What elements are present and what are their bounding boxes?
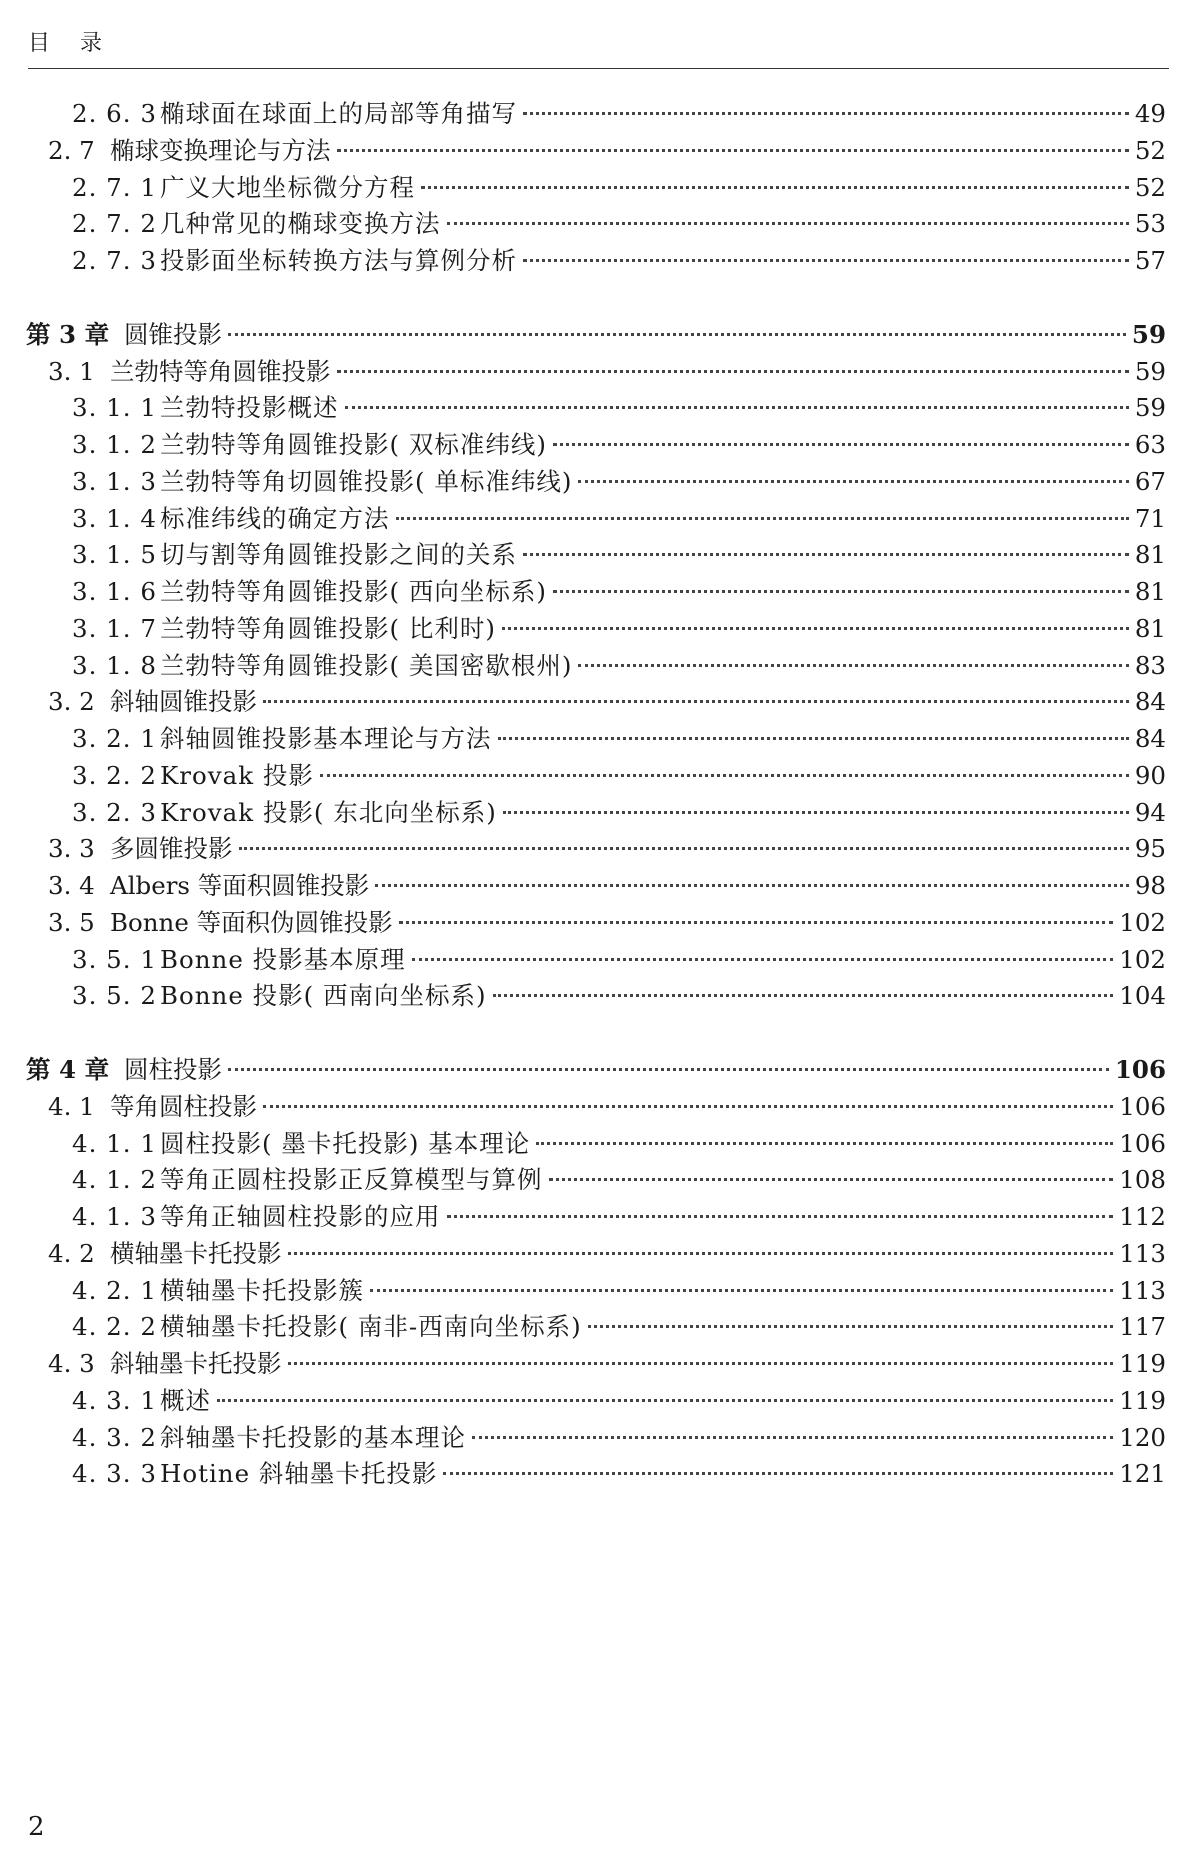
- toc-entry-title: Bonne 投影( 西南向坐标系): [160, 981, 487, 1011]
- toc-entry-number: 3. 4: [48, 871, 95, 900]
- running-header: 目录: [28, 31, 133, 56]
- toc-entry-number: 第 3 章: [26, 319, 110, 349]
- toc-entry-title: 标准纬线的确定方法: [160, 503, 390, 533]
- toc-entry-number: 4. 3. 2: [72, 1422, 157, 1452]
- toc-entry-page: 106: [1119, 1128, 1166, 1158]
- dot-leader: [263, 700, 1129, 703]
- toc-entry-title: 等角正圆柱投影正反算模型与算例: [160, 1165, 543, 1195]
- dot-leader: [288, 1362, 1114, 1365]
- toc-entry-title: 横轴墨卡托投影簇: [160, 1275, 364, 1305]
- toc-entry-page: 84: [1134, 687, 1166, 717]
- toc-entry-title: 椭球面在球面上的局部等角描写: [160, 99, 517, 128]
- toc-entry-number: 3. 1. 1: [72, 393, 157, 423]
- header-rule: [28, 68, 1169, 69]
- toc-entry-title: 兰勃特等角圆锥投影( 美国密歇根州): [160, 650, 573, 680]
- toc-entry-number: 3. 1: [48, 356, 95, 386]
- toc-entry-title: 圆柱投影: [124, 1055, 222, 1084]
- toc-entry-title: 斜轴圆锥投影: [110, 687, 257, 717]
- dot-leader: [228, 333, 1126, 336]
- dot-leader: [288, 1252, 1114, 1255]
- toc-entry-page: 67: [1134, 466, 1166, 496]
- toc-entry-title: 广义大地坐标微分方程: [160, 172, 415, 202]
- toc-entry-number: 第 4 章: [26, 1055, 110, 1084]
- dot-leader: [523, 259, 1129, 262]
- toc-entry-number: 2. 7. 3: [72, 246, 157, 275]
- toc-entry-page: 71: [1134, 503, 1166, 533]
- toc-entry-number: 2. 6. 3: [72, 99, 157, 128]
- toc-entry-page: 81: [1134, 540, 1166, 570]
- toc-entry-title: 兰勃特等角圆锥投影( 双标准纬线): [160, 430, 547, 459]
- toc-entry-title: 斜轴圆锥投影基本理论与方法: [160, 724, 492, 753]
- toc-entry-number: 3. 2. 2: [72, 760, 157, 790]
- toc-entry-page: 119: [1119, 1385, 1166, 1415]
- toc-subsection-entry[interactable]: [72, 1452, 1166, 1496]
- toc-entry-page: 120: [1119, 1422, 1166, 1452]
- toc-entry-number: 4. 3. 1: [72, 1385, 157, 1415]
- toc-entry-number: 3. 1. 8: [72, 650, 157, 680]
- toc-entry-title: 斜轴墨卡托投影: [110, 1349, 282, 1378]
- toc-entry-title: 兰勃特等角圆锥投影: [110, 356, 331, 386]
- toc-entry-number: 4. 1. 3: [72, 1202, 157, 1231]
- toc-entry-number: 2. 7: [48, 135, 95, 165]
- toc-entry-number: 4. 2. 1: [72, 1275, 157, 1305]
- toc-entry-page: 52: [1134, 172, 1166, 202]
- toc-entry-page: 81: [1134, 577, 1166, 606]
- toc-entry-number: 2. 7. 1: [72, 172, 157, 202]
- toc-entry-title: Albers 等面积圆锥投影: [110, 871, 370, 900]
- toc-entry-number: 4. 3: [48, 1349, 95, 1378]
- dot-leader: [549, 1178, 1114, 1181]
- toc-entry-page: 102: [1119, 944, 1166, 974]
- toc-entry-title: 几种常见的椭球变换方法: [160, 209, 441, 239]
- toc-entry-page: 90: [1134, 760, 1166, 790]
- toc-entry-title: 兰勃特等角切圆锥投影( 单标准纬线): [160, 466, 573, 496]
- dot-leader: [337, 370, 1129, 373]
- dot-leader: [228, 1068, 1109, 1071]
- toc-entry-title: 椭球变换理论与方法: [110, 135, 331, 165]
- toc-entry-page: 57: [1134, 246, 1166, 275]
- dot-leader: [443, 1472, 1113, 1475]
- toc-entry-title: 圆柱投影( 墨卡托投影) 基本理论: [160, 1128, 531, 1158]
- dot-leader: [536, 1142, 1113, 1145]
- dot-leader: [239, 847, 1129, 850]
- dot-leader: [320, 774, 1129, 777]
- dot-leader: [553, 590, 1129, 593]
- toc-entry-number: 4. 1. 2: [72, 1165, 157, 1195]
- toc-entry-number: 4. 2. 2: [72, 1312, 157, 1342]
- dot-leader: [447, 1215, 1114, 1218]
- dot-leader: [263, 1105, 1113, 1108]
- dot-leader: [588, 1325, 1114, 1328]
- toc-entry-page: 83: [1134, 650, 1166, 680]
- toc-entry-number: 3. 5. 1: [72, 944, 157, 974]
- toc-entry-title: 多圆锥投影: [110, 834, 233, 864]
- toc-entry-title: 兰勃特投影概述: [160, 393, 339, 423]
- toc-entry-number: 3. 1. 3: [72, 466, 157, 496]
- toc-entry-page: 106: [1119, 1091, 1166, 1121]
- toc-entry-number: 2. 7. 2: [72, 209, 157, 239]
- toc-entry-number: 3. 5. 2: [72, 981, 157, 1011]
- toc-entry-page: 102: [1119, 907, 1166, 937]
- toc-entry-title: 斜轴墨卡托投影的基本理论: [160, 1422, 466, 1452]
- toc-entry-number: 3. 2: [48, 687, 95, 717]
- toc-entry-title: 横轴墨卡托投影: [110, 1238, 282, 1268]
- dot-leader: [502, 627, 1129, 630]
- dot-leader: [523, 553, 1129, 556]
- dot-leader: [523, 112, 1129, 115]
- toc-entry-page: 52: [1134, 135, 1166, 165]
- toc-entry-title: Krovak 投影( 东北向坐标系): [160, 797, 497, 827]
- dot-leader: [396, 517, 1129, 520]
- toc-entry-number: 4. 1. 1: [72, 1128, 157, 1158]
- dot-leader: [472, 1436, 1113, 1439]
- toc-entry-number: 3. 2. 1: [72, 724, 157, 753]
- dot-leader: [447, 222, 1129, 225]
- toc-entry-number: 3. 1. 4: [72, 503, 157, 533]
- dot-leader: [553, 443, 1129, 446]
- toc-entry-page: 112: [1119, 1202, 1166, 1231]
- toc-entry-page: 98: [1134, 871, 1166, 900]
- toc-entry-title: Krovak 投影: [160, 760, 314, 790]
- dot-leader: [412, 958, 1114, 961]
- toc-entry-page: 106: [1114, 1055, 1166, 1084]
- dot-leader: [421, 186, 1129, 189]
- toc-entry-page: 49: [1134, 99, 1166, 128]
- dot-leader: [345, 406, 1129, 409]
- toc-entry-number: 3. 2. 3: [72, 797, 157, 827]
- toc-entry-number: 3. 1. 7: [72, 613, 157, 643]
- toc-entry-number: 3. 1. 6: [72, 577, 157, 606]
- toc-entry-page: 63: [1134, 430, 1166, 459]
- toc-entry-page: 59: [1131, 319, 1166, 349]
- toc-entry-number: 4. 3. 3: [72, 1459, 157, 1489]
- toc-entry-title: 切与割等角圆锥投影之间的关系: [160, 540, 517, 570]
- toc-entry-page: 84: [1134, 724, 1166, 753]
- toc-entry-title: Hotine 斜轴墨卡托投影: [160, 1459, 438, 1489]
- dot-leader: [370, 1289, 1113, 1292]
- toc-entry-number: 4. 1: [48, 1091, 95, 1121]
- toc-entry-number: 4. 2: [48, 1238, 95, 1268]
- toc-entry-number: 3. 3: [48, 834, 95, 864]
- toc-entry-page: 113: [1119, 1238, 1166, 1268]
- dot-leader: [503, 811, 1129, 814]
- toc-entry-title: 概述: [160, 1385, 211, 1415]
- dot-leader: [578, 480, 1128, 483]
- dot-leader: [399, 921, 1114, 924]
- toc-entry-page: 59: [1134, 393, 1166, 423]
- toc-entry-page: 108: [1119, 1165, 1166, 1195]
- toc-entry-page: 104: [1119, 981, 1166, 1011]
- toc-entry-title: Bonne 投影基本原理: [160, 944, 406, 974]
- toc-entry-title: 等角圆柱投影: [110, 1091, 257, 1121]
- toc-entry-title: Bonne 等面积伪圆锥投影: [110, 907, 393, 937]
- toc-subsection-entry[interactable]: [72, 239, 1166, 283]
- toc-entry-page: 53: [1134, 209, 1166, 239]
- page-number: 2: [28, 1812, 45, 1842]
- toc-subsection-entry[interactable]: [72, 974, 1166, 1018]
- toc-entry-title: 圆锥投影: [124, 319, 222, 349]
- toc-entry-page: 94: [1134, 797, 1166, 827]
- toc-entry-title: 投影面坐标转换方法与算例分析: [160, 246, 517, 275]
- dot-leader: [375, 884, 1129, 887]
- toc-entry-page: 59: [1134, 356, 1166, 386]
- toc-entry-title: 兰勃特等角圆锥投影( 西向坐标系): [160, 577, 547, 606]
- dot-leader: [498, 737, 1129, 740]
- dot-leader: [493, 994, 1114, 997]
- toc-entry-title: 等角正轴圆柱投影的应用: [160, 1202, 441, 1231]
- toc-entry-page: 95: [1134, 834, 1166, 864]
- toc-entry-title: 横轴墨卡托投影( 南非-西南向坐标系): [160, 1312, 582, 1342]
- dot-leader: [337, 149, 1129, 152]
- toc-entry-number: 3. 5: [48, 907, 95, 937]
- toc-entry-title: 兰勃特等角圆锥投影( 比利时): [160, 613, 496, 643]
- toc-entry-page: 117: [1119, 1312, 1166, 1342]
- dot-leader: [217, 1399, 1113, 1402]
- toc-entry-page: 113: [1119, 1275, 1166, 1305]
- toc-entry-page: 121: [1119, 1459, 1166, 1489]
- dot-leader: [578, 664, 1128, 667]
- toc-entry-page: 81: [1134, 613, 1166, 643]
- toc-entry-number: 3. 1. 2: [72, 430, 157, 459]
- toc-entry-page: 119: [1119, 1349, 1166, 1378]
- toc-entry-number: 3. 1. 5: [72, 540, 157, 570]
